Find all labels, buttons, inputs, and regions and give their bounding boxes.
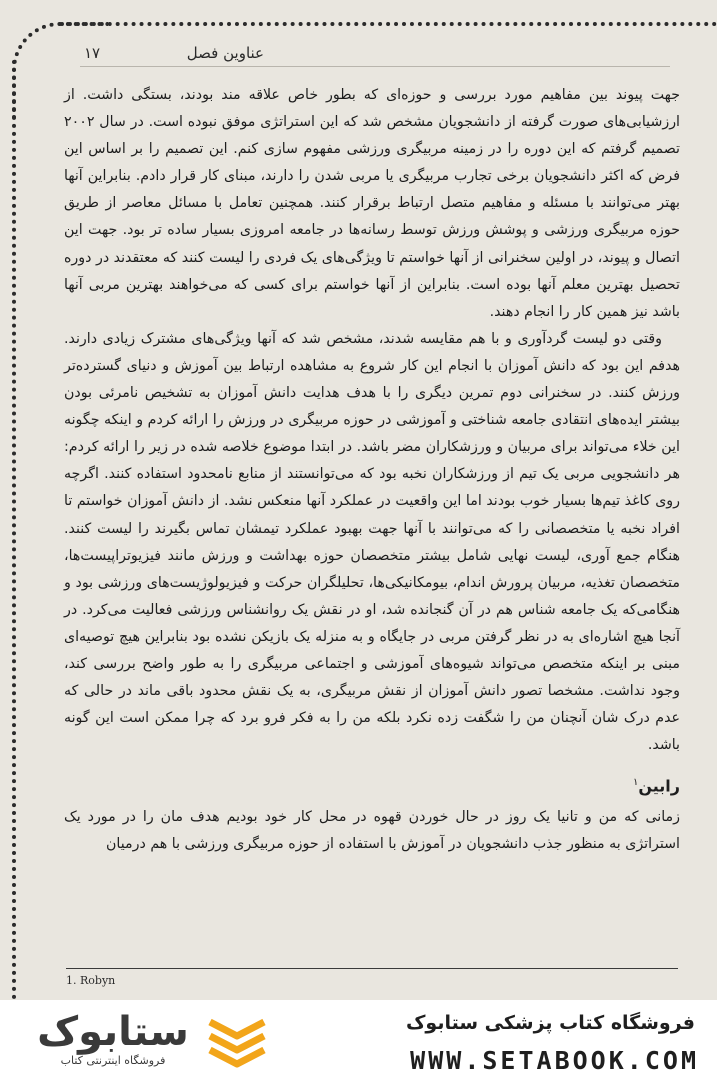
body-text xyxy=(64,82,680,858)
section-paragraph: زمانی که من و تانیا یک روز در حال خوردن قهوه در محل کار خود بودیم هدف مان را در مورد یک استراتژی به منظور جذب دانشجویان در آموزش با استفاده از حوزه مربیگری ورزشی با هم درمیان xyxy=(64,808,680,852)
header-divider xyxy=(80,66,670,67)
paragraph-1: جهت پیوند بین مفاهیم مورد بررسی و حوزه‌ای که بطور خاص علاقه مند بودند، بستگی داشت. از ارزشیابی‌های صورت گرفته از دانشجویان مشخص شد که این استراتژی موفق نبوده است. در سال ۲۰۰۲ تصمیم گرفتم که این دوره را در زمینه مربیگری ورزشی مفهوم سازی کنم. این تصمیم را بر اساس این فرض که اکثر دانشجویان برخی تجارب مربیگری یا مربی شدن را دارند، مبنای کار قرار دادم. بنابراین آنها بهتر می‌توانند با مسئله و مفاهیم متصل ارتباط برقرار کنند. همچنین تعامل با مسائل معاصر از طریق حوزه مربیگری ورزشی و پوشش ورزش توسط رسانه‌ها در جامعه امروزی بسیار ساده تر بود. جهت این اتصال و پیوند، در اولین سخنرانی از آنها خواستم تا ویژگی‌های یک فردی را لیست کنند که معتقدند در دوره تحصیل بهترین معلم آنها بوده است. بنابراین از آنها خواستم برای کسی که می‌خواهند بهترین مربی آنها باشد نیز همین کار را انجام دهند. xyxy=(64,87,680,320)
book-stack-icon xyxy=(206,1016,268,1068)
logo-text: ستابوک xyxy=(37,1009,189,1055)
chapter-title: عناوین فصل xyxy=(186,44,264,62)
page-header xyxy=(84,40,264,66)
dotted-border-top xyxy=(60,22,717,26)
footnote: 1. Robyn xyxy=(66,974,116,987)
section-title: رابین xyxy=(638,776,680,796)
footnote-divider xyxy=(66,968,678,969)
footnote-marker: ۱ xyxy=(632,777,639,789)
section-heading xyxy=(64,769,680,799)
page-number: ۱۷ xyxy=(84,44,101,62)
store-logo xyxy=(28,1010,278,1074)
paragraph-2: وقتی دو لیست گردآوری و با هم مقایسه شدند، مشخص شد که آنها ویژگی‌های مشترک زیادی دارند. هدفم این بود که دانش آموزان با انجام این کار شروع به مشاهده ارتباط بین آموزش و دنیای گسترده‌تر ورزش کنند. در سخنرانی دوم تمرین دیگری را با هدف هدایت دانش آموزان به تشخیص نامرئی بودن بیشتر ایده‌های انتقادی جامعه شناختی و آموزشی در حوزه مربیگری در ورزش را ارائه کردم و اینکه چگونه این خلاء می‌تواند برای مربیان و ورزشکاران مضر باشد. در ابتدا موضوع خلاصه شده در زیر را ارائه کردم: هر دانشجویی مربی یک تیم از ورزشکاران نخبه بود که می‌توانستند از منابع نامحدود استفاده کنند. اگرچه روی کاغذ تیم‌ها بسیار خوب بودند اما این واقعیت در عملکرد آنها منعکس نشد. از دانش آموزان خواستم تا افراد نخبه یا متخصصانی را که می‌توانند با آنها جهت بهبود عملکرد تیمشان تماس بگیرند را لیست کنند. هنگام جمع آوری، لیست نهایی شامل بیشتر متخصصان حوزه بهداشت و ورزش مانند فیزیوتراپیست‌ها، متخصصان تغذیه، مربیان پرورش اندام، بیومکانیکی‌ها، تحلیلگران حرکت و فیزیولوژیست‌های ورزشی بود و هنگامی‌که یک جامعه شناس هم در آن گنجانده شد، او در نقش یک روانشناس ورزشی فعالیت می‌کرد. در آنجا هیچ اشاره‌ای به در نظر گرفتن مربی در جایگاه و به منزله یک بازیکن نشده بود بنابراین هیچ توصیه‌ای مبنی بر اینکه متخصص می‌تواند شیوه‌های آموزشی و اجتماعی مربیگری را به طور واضح بررسی کند، وجود نداشت. مشخصا تصور دانش آموزان از نقش مربیگری، به یک نقش محدود باقی ماند در حالی که عدم درک شان آنچنان من را شگفت زده نکرد بلکه من را به فکر فرو برد که چرا ممکن است این گونه باشد. xyxy=(64,330,680,754)
store-url: WWW.SETABOOK.COM xyxy=(410,1046,699,1075)
store-name: فروشگاه کتاب پزشکی ستابوک xyxy=(405,1012,695,1034)
dotted-border-left xyxy=(12,60,16,1000)
logo-subtitle: فروشگاه اینترنتی کتاب xyxy=(60,1054,166,1067)
